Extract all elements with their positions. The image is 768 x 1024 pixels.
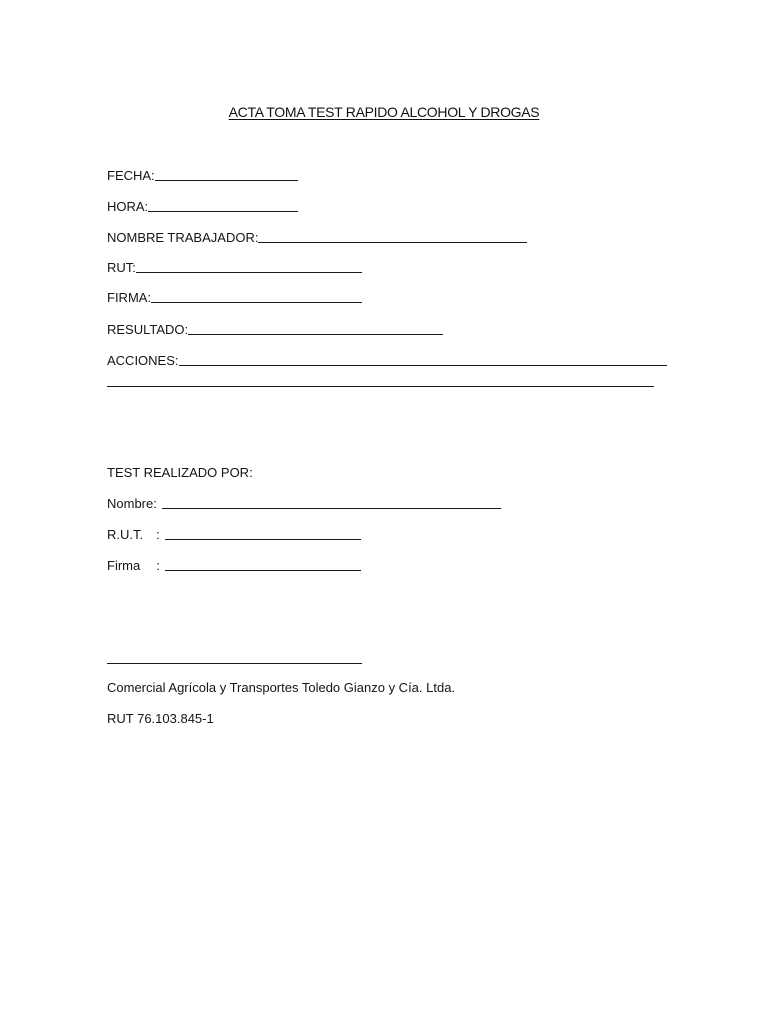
- company-name: Comercial Agrícola y Transportes Toledo Gianzo y Cía. Ltda.: [107, 680, 456, 695]
- rut-field: [107, 256, 362, 276]
- rut-blank-line: [136, 272, 362, 273]
- firma-field: [107, 286, 362, 306]
- nombre-trabajador-field: [107, 226, 527, 246]
- fecha-blank-line: [155, 180, 298, 181]
- tester-firma-blank-line: [165, 570, 361, 571]
- hora-blank-line: [148, 211, 298, 212]
- firma-blank-line: [151, 302, 362, 303]
- nombre-trabajador-blank-line: [258, 242, 527, 243]
- signature-line: [107, 663, 362, 664]
- tester-nombre-label: Nombre:: [107, 496, 157, 511]
- tester-firma-field: [107, 554, 361, 574]
- tester-nombre-field: [107, 492, 501, 512]
- tester-rut-blank-line: [165, 539, 361, 540]
- acciones-label: ACCIONES:: [107, 353, 179, 368]
- tester-rut-field: [107, 523, 361, 543]
- tester-firma-colon: :: [156, 558, 160, 573]
- hora-field: [107, 195, 298, 215]
- fecha-field: [107, 164, 298, 184]
- acciones-blank-line: [179, 365, 667, 366]
- fecha-label: FECHA:: [107, 168, 155, 183]
- firma-label: FIRMA:: [107, 290, 152, 305]
- rut-label: RUT:: [107, 260, 136, 275]
- acciones-second-blank-line: [107, 386, 654, 387]
- nombre-trabajador-label: NOMBRE TRABAJADOR:: [107, 230, 259, 245]
- acciones-field: [107, 349, 667, 369]
- company-rut: RUT 76.103.845-1: [107, 711, 214, 726]
- hora-label: HORA:: [107, 199, 149, 214]
- resultado-blank-line: [188, 334, 443, 335]
- resultado-field: [107, 318, 443, 338]
- tester-firma-label: Firma: [107, 558, 141, 573]
- tester-section-heading: TEST REALIZADO POR:: [107, 465, 253, 480]
- tester-rut-label: R.U.T.: [107, 527, 144, 542]
- tester-rut-colon: :: [156, 527, 160, 542]
- tester-nombre-blank-line: [162, 508, 501, 509]
- document-title: ACTA TOMA TEST RAPIDO ALCOHOL Y DROGAS: [228, 104, 540, 120]
- resultado-label: RESULTADO:: [107, 322, 189, 337]
